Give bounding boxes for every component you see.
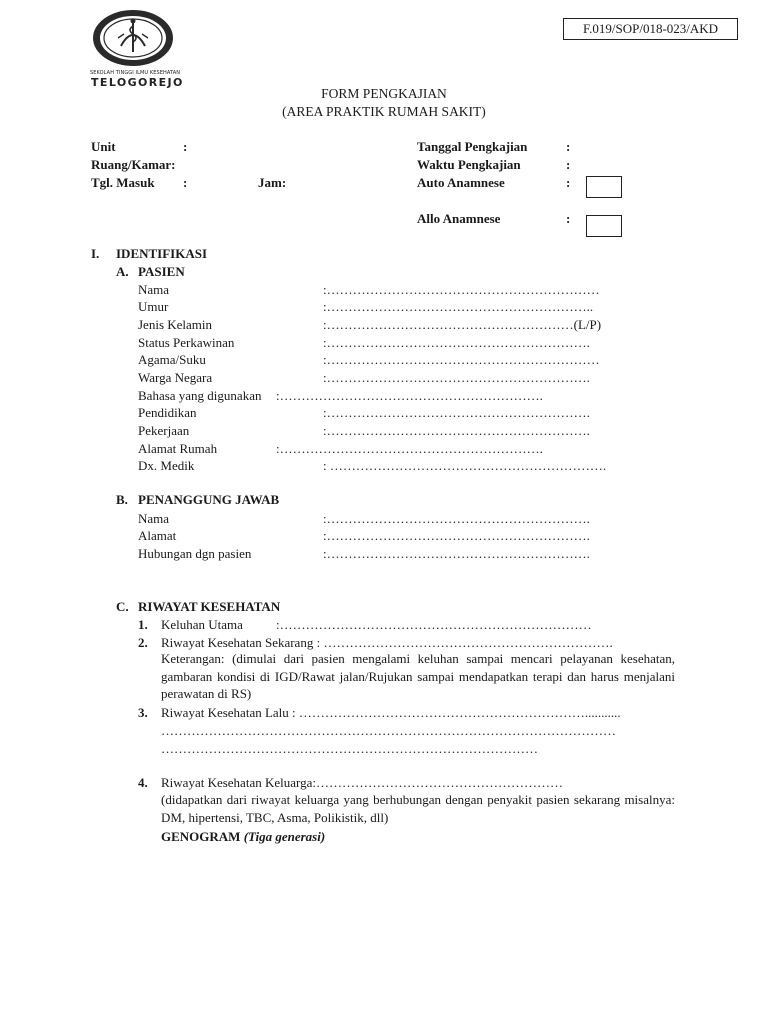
section-i-number: I. (91, 246, 100, 261)
section-a-title: PASIEN (138, 264, 185, 279)
patient-field-label: Bahasa yang digunakan (138, 388, 262, 403)
item-2-number: 2. (138, 635, 148, 650)
document-code: F.019/SOP/018-023/AKD (563, 18, 738, 40)
guardian-field-leader: :……………………………………………………. (323, 511, 590, 526)
unit-colon: : (183, 139, 188, 154)
patient-field-leader: :……………………………………………………. (323, 405, 590, 420)
waktu-pengkajian-label: Waktu Pengkajian (417, 157, 521, 172)
section-b-title: PENANGGUNG JAWAB (138, 492, 280, 507)
guardian-field-label: Alamat (138, 528, 177, 543)
patient-field-label: Agama/Suku (138, 352, 206, 367)
allo-anamnese-label: Allo Anamnese (417, 211, 501, 226)
institution-name: TELOGOREJO (91, 76, 184, 89)
patient-field-label: Status Perkawinan (138, 335, 235, 350)
tanggal-pengkajian-colon: : (566, 139, 571, 154)
item-4-label: Riwayat Kesehatan Keluarga:………………………………………………… (161, 775, 563, 790)
genogram-heading (161, 830, 325, 843)
jam-label: Jam: (258, 175, 287, 190)
allo-anamnese-checkbox (586, 215, 622, 237)
guardian-field-label: Nama (138, 511, 170, 526)
item-3-line: …………………………………………………………………………………………… (161, 723, 616, 738)
allo-anamnese-colon: : (566, 211, 571, 226)
guardian-field-leader: :……………………………………………………. (323, 528, 590, 543)
genogram-note: (Tiga generasi) (243, 829, 326, 844)
item-1-leader: :……………………………………………………………… (276, 617, 592, 632)
patient-field-leader: :……………………………………………………. (323, 370, 590, 385)
ruang-kamar-label: Ruang/Kamar: (91, 157, 176, 172)
tgl-masuk-label: Tgl. Masuk (91, 175, 155, 190)
patient-field-label: Warga Negara (138, 370, 213, 385)
tanggal-pengkajian-label: Tanggal Pengkajian (417, 139, 528, 154)
item-4-note: (didapatkan dari riwayat keluarga yang berhubungan dengan penyakit pasien sekarang misalnya: DM, hipertensi, TBC, Asma, Polikistik, dll) (161, 792, 675, 825)
form-title: FORM PENGKAJIAN (321, 86, 447, 101)
item-4-number: 4. (138, 775, 148, 790)
patient-field-label: Pekerjaan (138, 423, 190, 438)
guardian-field-label: Hubungan dgn pasien (138, 546, 252, 561)
patient-field-label: Pendidikan (138, 405, 197, 420)
patient-field-label: Jenis Kelamin (138, 317, 213, 332)
patient-field-leader: :……………………………………………………. (323, 335, 590, 350)
item-2-note: Keterangan: (dimulai dari pasien mengalami keluhan sampai mencari pelayanan kesehatan, gambaran kondisi di IGD/Rawat jalan/Rujukan sampai mendapatkan terapi dan harus menjalani perawatan di RS) (161, 651, 675, 702)
patient-field-leader: :…………………………………………………(L/P) (323, 317, 602, 332)
genogram-label: GENOGRAM (161, 829, 241, 844)
patient-field-label: Nama (138, 282, 170, 297)
section-a-letter: A. (116, 264, 129, 279)
auto-anamnese-colon: : (566, 175, 571, 190)
patient-field-label: Umur (138, 299, 169, 314)
item-2-label: Riwayat Kesehatan Sekarang : …………………………………………………………. (161, 635, 613, 650)
patient-field-leader: :……………………………………………………… (323, 352, 600, 367)
auto-anamnese-checkbox (586, 176, 622, 198)
form-subtitle: (AREA PRAKTIK RUMAH SAKIT) (282, 104, 486, 119)
institution-line: SEKOLAH TINGGI ILMU KESEHATAN (90, 70, 181, 76)
section-b-letter: B. (116, 492, 128, 507)
patient-field-leader: :……………………………………………………. (276, 441, 543, 456)
section-c-letter: C. (116, 599, 129, 614)
item-3-number: 3. (138, 705, 148, 720)
patient-field-label: Alamat Rumah (138, 441, 218, 456)
waktu-pengkajian-colon: : (566, 157, 571, 172)
patient-field-leader: :……………………………………………………… (323, 282, 600, 297)
item-3-line: …………………………………………………………………………… (161, 741, 538, 756)
auto-anamnese-label: Auto Anamnese (417, 175, 505, 190)
tgl-masuk-colon: : (183, 175, 188, 190)
item-1-number: 1. (138, 617, 148, 632)
item-1-label: Keluhan Utama (161, 617, 243, 632)
patient-field-leader: :…………………………………………………….. (323, 299, 594, 314)
patient-field-label: Dx. Medik (138, 458, 195, 473)
unit-label: Unit (91, 139, 116, 154)
patient-field-leader: : ………………………………………………………. (323, 458, 607, 473)
institution-seal-icon (91, 8, 175, 68)
patient-field-leader: :……………………………………………………. (276, 388, 543, 403)
section-i-title: IDENTIFIKASI (116, 246, 208, 261)
guardian-field-leader: :……………………………………………………. (323, 546, 590, 561)
section-c-title: RIWAYAT KESEHATAN (138, 599, 281, 614)
item-3-label: Riwayat Kesehatan Lalu : …………………………………………………………........... (161, 705, 621, 720)
patient-field-leader: :……………………………………………………. (323, 423, 590, 438)
